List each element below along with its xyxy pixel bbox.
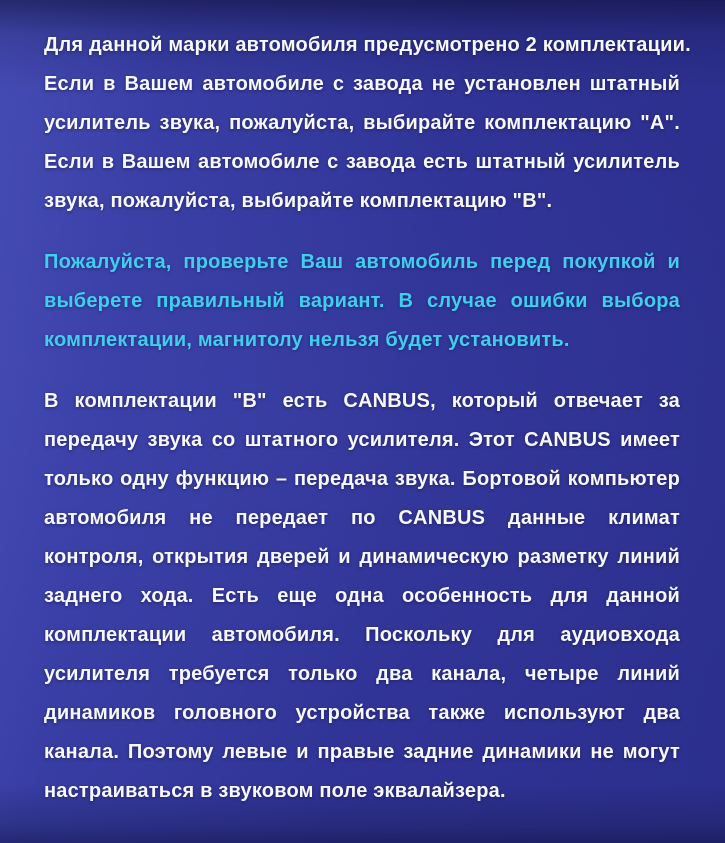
text-line: только одну функцию – передача звука. Бортовой компьютер bbox=[44, 468, 680, 490]
text-line: Если в Вашем автомобиле с завода не установлен штатный bbox=[44, 73, 680, 95]
paragraph-trim-options bbox=[44, 26, 691, 221]
text-line: усилителя требуется только два канала, четыре линий bbox=[44, 663, 680, 685]
text-line: Если в Вашем автомобиле с завода есть штатный усилитель bbox=[44, 151, 680, 173]
text-line: автомобиля не передает по CANBUS данные климат bbox=[44, 507, 680, 529]
text-line: Для данной марки автомобиля предусмотрено 2 комплектации. bbox=[44, 34, 691, 56]
text-line: динамиков головного устройства также используют два bbox=[44, 702, 680, 724]
text-line: настраиваться в звуковом поле эквалайзера. bbox=[44, 780, 506, 802]
text-line: передачу звука со штатного усилителя. Этот CANBUS имеет bbox=[44, 429, 680, 451]
paragraph-canbus-details bbox=[44, 382, 680, 811]
text-line: выберете правильный вариант. В случае ошибки выбора bbox=[44, 290, 680, 312]
text-line: комплектации автомобиля. Поскольку для аудиовхода bbox=[44, 624, 680, 646]
text-line: звука, пожалуйста, выбирайте комплектацию "В". bbox=[44, 190, 553, 212]
paragraph-purchase-warning bbox=[44, 243, 680, 360]
text-line: Пожалуйста, проверьте Ваш автомобиль перед покупкой и bbox=[44, 251, 680, 273]
text-line: канала. Поэтому левые и правые задние динамики не могут bbox=[44, 741, 680, 763]
text-line: усилитель звука, пожалуйста, выбирайте комплектацию "А". bbox=[44, 112, 680, 134]
text-line: заднего хода. Есть еще одна особенность для данной bbox=[44, 585, 680, 607]
text-line: комплектации, магнитолу нельзя будет установить. bbox=[44, 329, 570, 351]
text-line: контроля, открытия дверей и динамическую разметку линий bbox=[44, 546, 680, 568]
text-line: В комплектации "В" есть CANBUS, который отвечает за bbox=[44, 390, 680, 412]
